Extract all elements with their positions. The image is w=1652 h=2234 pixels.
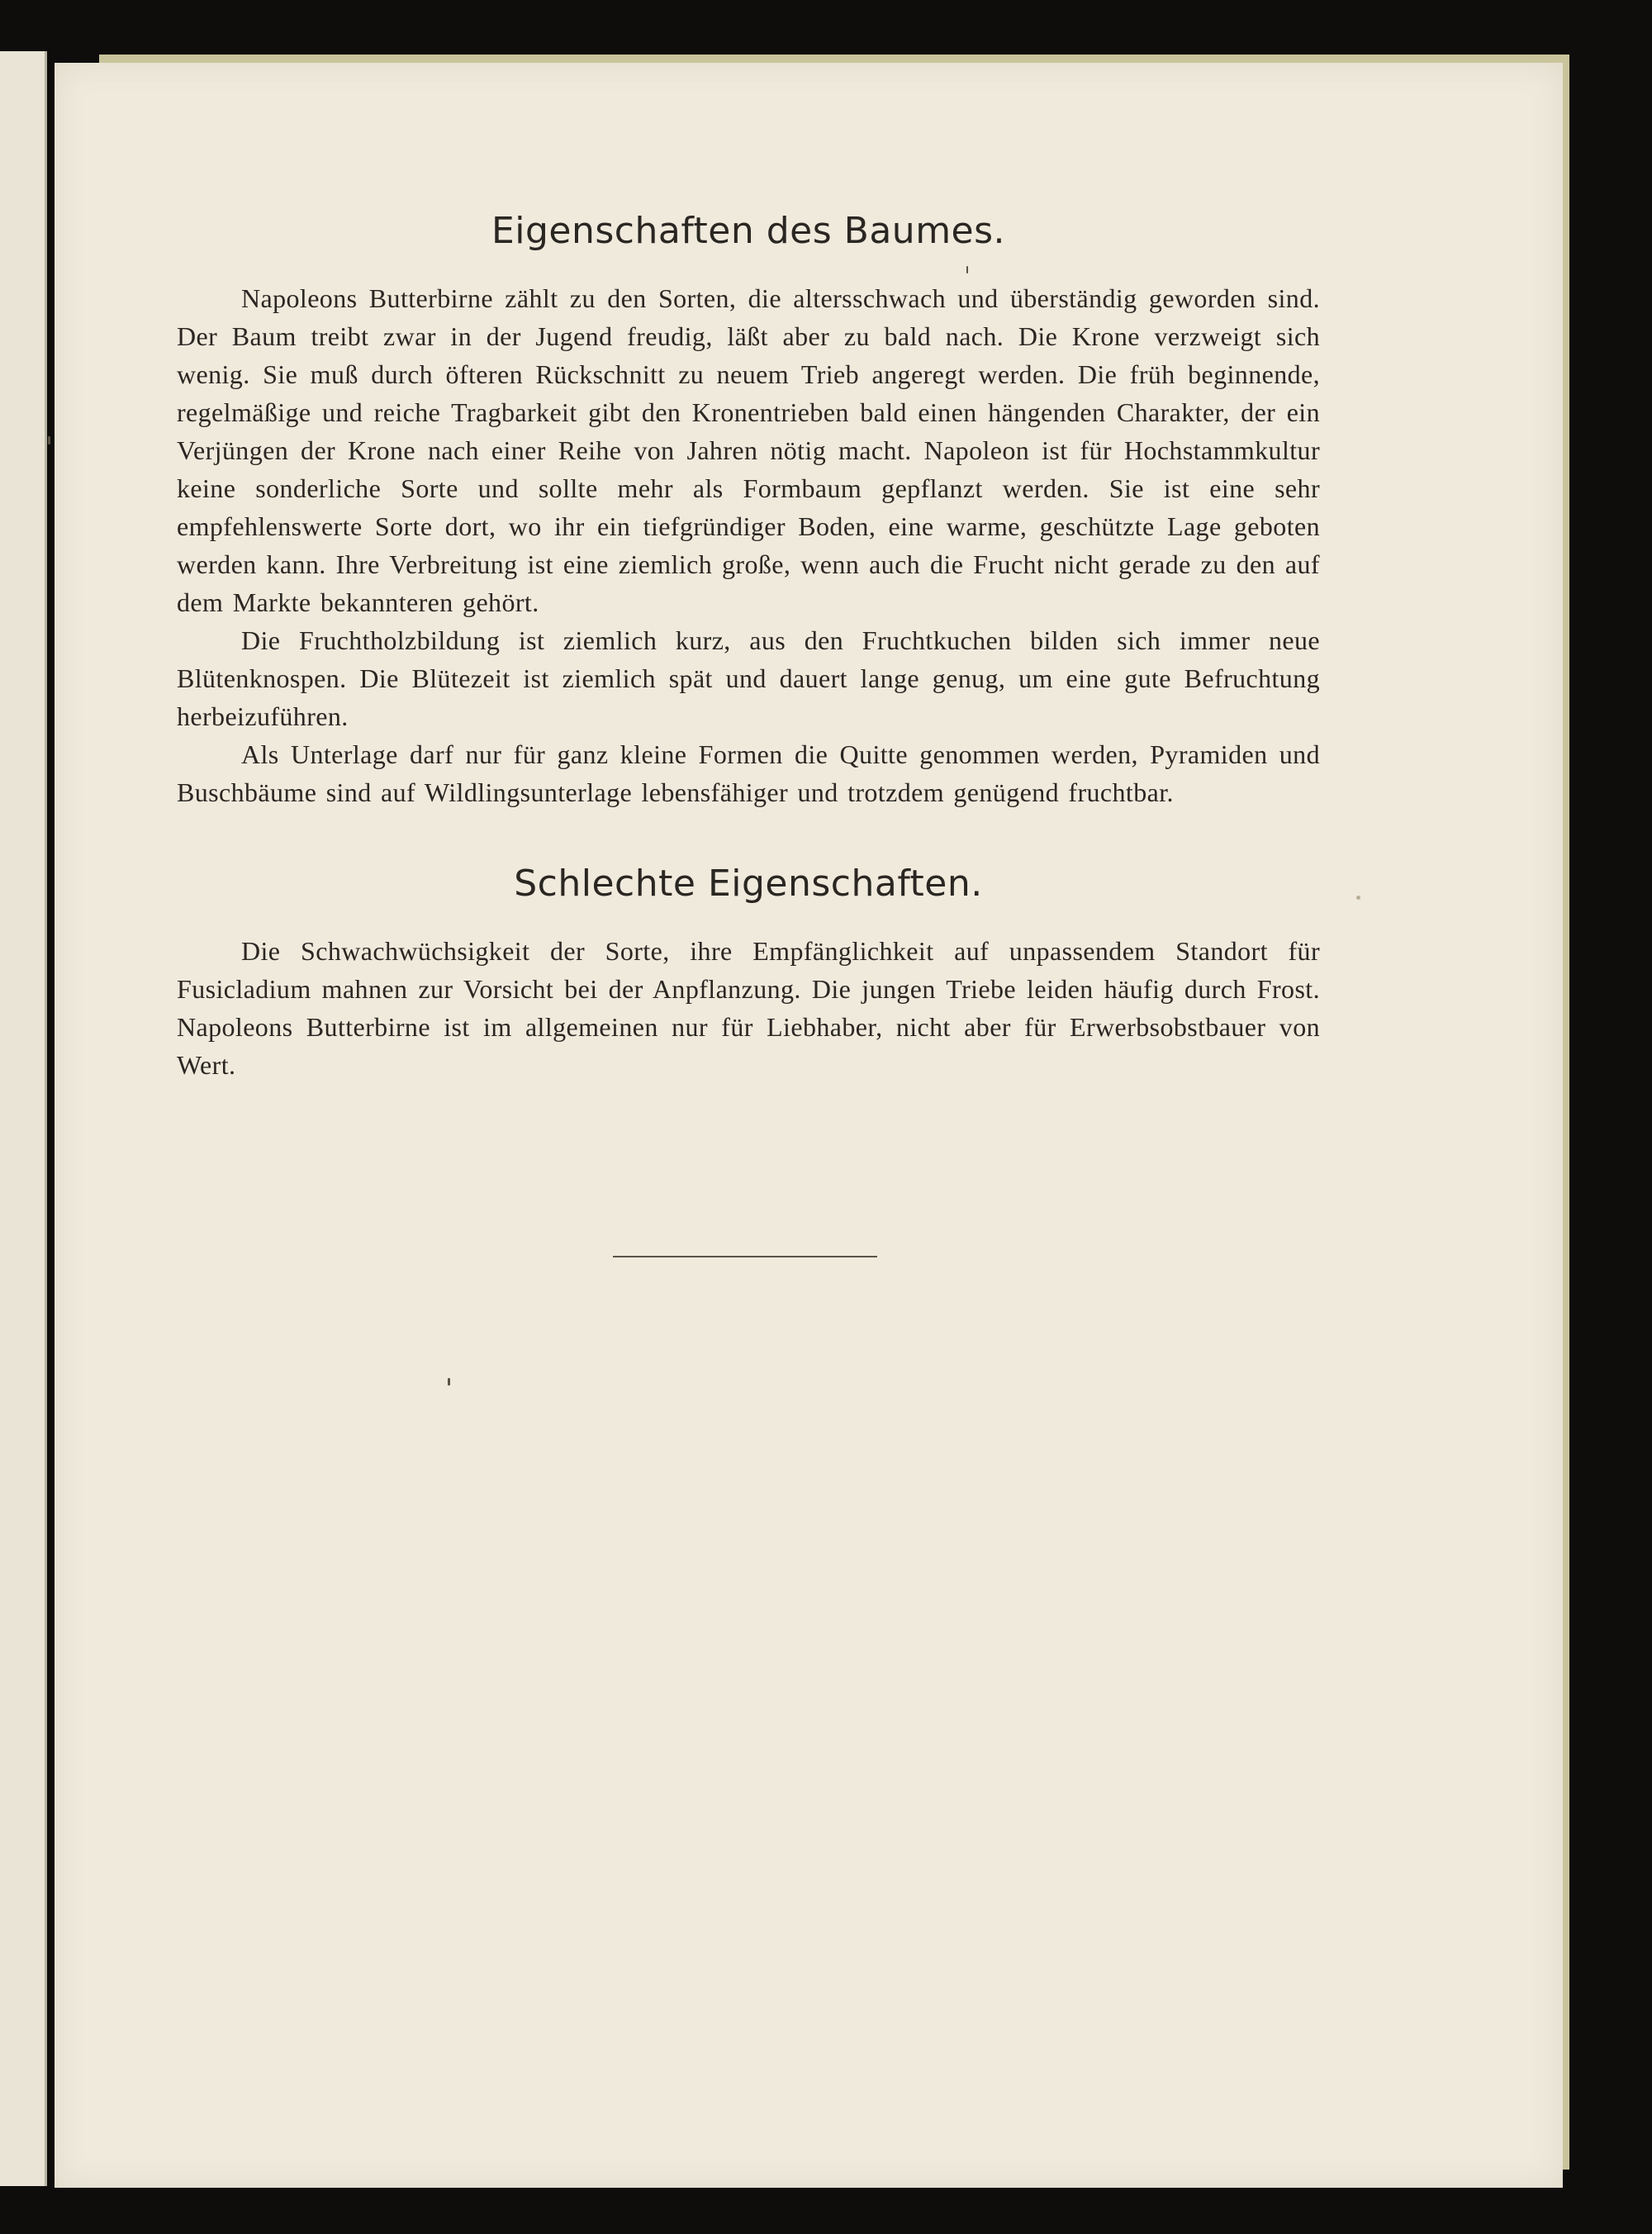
paragraph: Als Unterlage darf nur für ganz kleine Formen die Quitte genommen werden, Pyramiden und Buschbäume sind auf Wildlingsunterlage lebensfähiger und trotzdem genügend fruchtbar. (177, 739, 1320, 807)
end-divider-rule (613, 1256, 877, 1257)
previous-page-edge (0, 51, 47, 2186)
ink-speck (48, 436, 50, 444)
page-content (177, 207, 1320, 1084)
ink-speck (1356, 896, 1360, 900)
section-tree-properties (177, 207, 1320, 811)
paragraph: Die Schwachwüchsigkeit der Sorte, ihre Empfänglichkeit auf unpassendem Standort für Fusicladium mahnen zur Vorsicht bei der Anpflanzung. Die jungen Triebe leiden häufig durch Frost. Napoleons Butterbirne ist im allgemeinen nur für Liebhaber, nicht aber für Erwerbsobstbauer von Wert. (177, 936, 1320, 1080)
section-title: Eigenschaften des Baumes. (491, 210, 1006, 252)
section-title: Schlechte Eigenschaften. (514, 863, 983, 905)
section-bad-properties (177, 859, 1320, 1084)
paragraph: Die Fruchtholzbildung ist ziemlich kurz, aus den Fruchtkuchen bilden sich immer neue Blütenknospen. Die Blütezeit ist ziemlich spät und dauert lange genug, um eine gute Befruchtung herbeizuführen. (177, 625, 1320, 731)
ink-speck (448, 1378, 450, 1386)
paragraph: Napoleons Butterbirne zählt zu den Sorten, die altersschwach und überständig geworden sind. Der Baum treibt zwar in der Jugend freudig, läßt aber zu bald nach. Die Krone verzweigt sich wenig. Sie muß durch öfteren Rückschnitt zu neuem Trieb angeregt werden. Die früh beginnende, regelmäßige und reiche Tragbarkeit gibt den Kronentrieben bald einen hängenden Charakter, der ein Verjüngen der Krone nach einer Reihe von Jahren nötig macht. Napoleon ist für Hochstammkultur keine sonderliche Sorte und sollte mehr als Formbaum gepflanzt werden. Sie ist eine sehr empfehlenswerte Sorte dort, wo ihr ein tiefgründiger Boden, eine warme, geschützte Lage geboten werden kann. Ihre Verbreitung ist eine ziemlich große, wenn auch die Frucht nicht gerade zu den auf dem Markte bekannteren gehört. (177, 283, 1320, 617)
